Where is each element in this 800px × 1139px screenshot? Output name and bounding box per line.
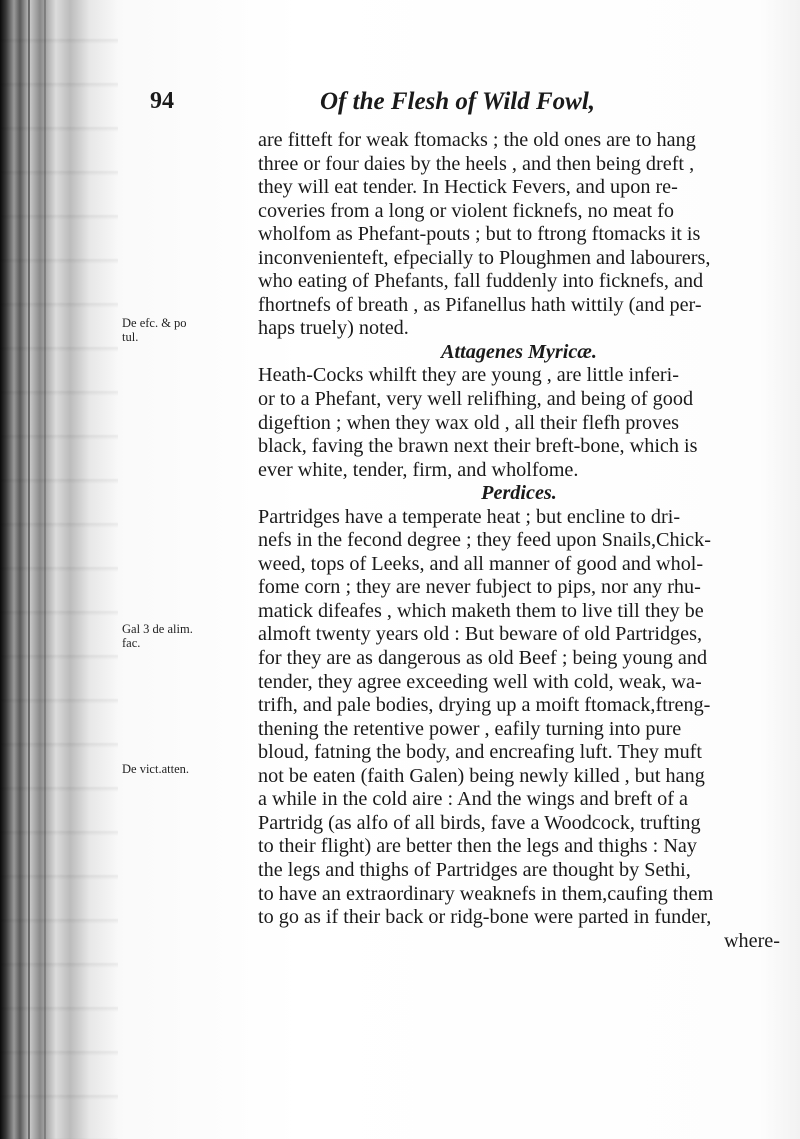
running-head: [150, 88, 770, 122]
text-line: matick difeafes , which maketh them to live till they be: [258, 599, 704, 622]
text-line: to have an extraordinary weaknefs in them,caufing them: [258, 882, 714, 905]
text-line: wholfom as Phefant-pouts ; but to ftrong ftomacks it is: [258, 223, 701, 246]
text-line: Heath-Cocks whilft they are young , are little inferi-: [258, 364, 679, 387]
text-line: they will eat tender. In Hectick Fevers, and upon re-: [258, 176, 678, 199]
gutter-line: [44, 0, 46, 1139]
text-line: digeftion ; when they wax old , all their flefh proves: [258, 411, 680, 434]
text-line: trifh, and pale bodies, drying up a moift ftomack,ftreng-: [258, 694, 711, 717]
section-heading: Perdices.: [481, 482, 557, 505]
running-title: Of the Flesh of Wild Fowl,: [320, 88, 596, 115]
gutter-line: [28, 0, 30, 1139]
text-line: inconvenienteft, efpecially to Ploughmen and labourers,: [258, 246, 711, 269]
text-line: almoft twenty years old : But beware of old Partridges,: [258, 623, 703, 646]
margin-note-line: De efc. & po: [122, 316, 187, 330]
margin-note-line: tul.: [122, 330, 139, 344]
text-line: a while in the cold aire : And the wings and breft of a: [258, 788, 688, 811]
text-line: bloud, fatning the body, and encreafing luft. They muft: [258, 741, 703, 764]
text-line: three or four daies by the heels , and then being dreft ,: [258, 152, 695, 175]
text-line: nefs in the fecond degree ; they feed upon Snails,Chick-: [258, 529, 711, 552]
margin-note: [122, 316, 187, 344]
book-binding-gutter: [0, 0, 118, 1139]
text-line: Partridg (as alfo of all birds, fave a Woodcock, trufting: [258, 811, 701, 834]
text-line: thening the retentive power , eafily turning into pure: [258, 717, 682, 740]
text-line: tender, they agree exceeding well with cold, weak, wa-: [258, 670, 702, 693]
text-line: the legs and thighs of Partridges are thought by Sethi,: [258, 858, 691, 881]
text-line: weed, tops of Leeks, and all manner of good and whol-: [258, 552, 704, 575]
page-number: 94: [150, 88, 174, 114]
section-heading: Attagenes Myricæ.: [441, 340, 597, 363]
margin-note: [122, 622, 193, 650]
text-line: haps truely) noted.: [258, 317, 409, 340]
text-line: for they are as dangerous as old Beef ; being young and: [258, 647, 708, 670]
text-line: or to a Phefant, very well relifhing, and being of good: [258, 388, 694, 411]
margin-note-line: Gal 3 de alim.: [122, 622, 193, 636]
body-text: [258, 129, 780, 953]
text-line: ever white, tender, firm, and wholfome.: [258, 458, 579, 481]
text-line: to their flight) are better then the legs and thighs : Nay: [258, 835, 697, 858]
margin-note: [122, 762, 189, 776]
catchword: where-: [723, 929, 780, 952]
text-line: coveries from a long or violent ficknefs, no meat fo: [258, 199, 674, 222]
text-line: fhortnefs of breath , as Pifanellus hath wittily (and per-: [258, 293, 702, 316]
margin-note-line: fac.: [122, 636, 141, 650]
text-line: not be eaten (faith Galen) being newly killed , but hang: [258, 764, 705, 787]
text-line: to go as if their back or ridg-bone were parted in funder,: [258, 906, 712, 929]
text-line: black, faving the brawn next their breft-bone, which is: [258, 435, 698, 458]
margin-note-line: De vict.atten.: [122, 762, 189, 776]
text-line: fome corn ; they are never fubject to pips, nor any rhu-: [258, 576, 701, 599]
text-line: are fitteft for weak ftomacks ; the old ones are to hang: [258, 129, 696, 151]
text-line: Partridges have a temperate heat ; but encline to dri-: [258, 505, 681, 528]
text-line: who eating of Phefants, fall fuddenly into ficknefs, and: [258, 270, 704, 293]
